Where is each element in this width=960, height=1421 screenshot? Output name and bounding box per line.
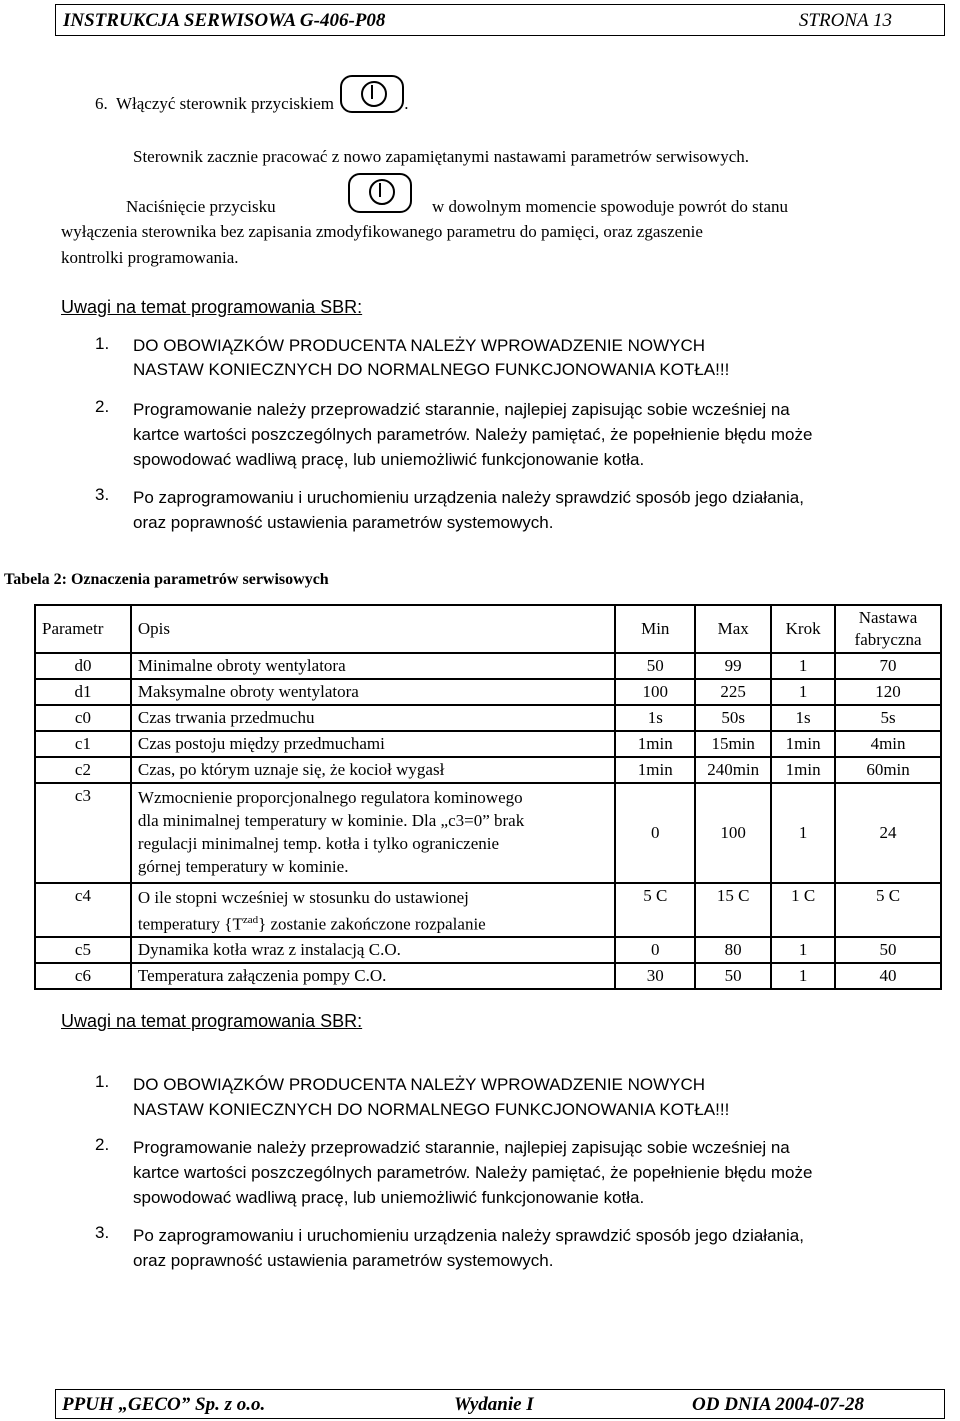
note-1-text: DO OBOWIĄZKÓW PRODUCENTA NALEŻY WPROWADZENIE NOWYCH NASTAW KONIECZNYCH DO NORMALNEGO FUNKCJONOWANIA KOTŁA!!! (133, 1075, 730, 1119)
note-3: 3. (95, 1223, 110, 1242)
note-2: 2. (95, 397, 110, 416)
note-2: 2. (95, 1135, 110, 1154)
table-row: c3 Wzmocnienie proporcjonalnego regulatora kominowego dla minimalnej temperatury w kominie. Dla „c3=0” brak regulacji minimalnej temp. kotła i tylko ograniczenie górnej temperatury w kominie. 0 100 1 24 (35, 783, 941, 883)
step-text: Włączyć sterownik przyciskiem (115, 94, 335, 113)
footer-edition: Wydanie I (454, 1394, 534, 1415)
table-row: c6 Temperatura załączenia pompy C.O. 30 50 1 40 (35, 963, 941, 989)
step-number: 6. (95, 94, 108, 113)
note-2-text: Programowanie należy przeprowadzić starannie, najlepiej zapisując sobie wcześniej na kartce wartości poszczególnych parametrów. Należy pamiętać, że popełnienie błędu może spowodować wadliwą pracę, lub uniemożliwić funkcjonowanie kotła. (133, 400, 813, 469)
table-row: c0 Czas trwania przedmuchu 1s 50s 1s 5s (35, 705, 941, 731)
table-row: d0 Minimalne obroty wentylatora 50 99 1 70 (35, 653, 941, 679)
paragraph-cancel-a: Naciśnięcie przycisku (126, 197, 276, 216)
col-header-factory: Nastawa fabryczna (835, 605, 941, 653)
table-row: d1 Maksymalne obroty wentylatora 100 225 1 120 (35, 679, 941, 705)
table-row: c5 Dynamika kotła wraz z instalacją C.O. 0 80 1 50 (35, 937, 941, 963)
note-1-text: DO OBOWIĄZKÓW PRODUCENTA NALEŻY WPROWADZENIE NOWYCH NASTAW KONIECZNYCH DO NORMALNEGO FUNKCJONOWANIA KOTŁA!!! (133, 336, 730, 379)
note-3-text: Po zaprogramowaniu i uruchomieniu urządzenia należy sprawdzić sposób jego działania, oraz poprawność ustawienia parametrów systemowych. (133, 1226, 804, 1270)
power-button-icon (340, 75, 404, 113)
note-1: 1. (95, 334, 110, 353)
col-header-param: Parametr (35, 605, 131, 653)
note-3-text: Po zaprogramowaniu i uruchomieniu urządzenia należy sprawdzić sposób jego działania, oraz poprawność ustawienia parametrów systemowych. (133, 488, 804, 532)
header-title: INSTRUKCJA SERWISOWA G-406-P08 (63, 10, 386, 31)
paragraph-cancel-d: kontrolki programowania. (61, 248, 239, 267)
paragraph-cancel-b: w dowolnym momencie spowoduje powrót do stanu (432, 197, 789, 216)
paragraph-cancel-c: wyłączenia sterownika bez zapisania zmodyfikowanego parametru do pamięci, oraz zgaszenie (61, 222, 703, 241)
col-header-max: Max (695, 605, 771, 653)
footer-company: PPUH „GECO” Sp. z o.o. (62, 1394, 266, 1415)
col-header-desc: Opis (131, 605, 615, 653)
step-6: 6. Włączyć sterownik przyciskiem . (95, 94, 409, 114)
note-1: 1. (95, 1072, 110, 1091)
section-title: Uwagi na temat programowania SBR: (61, 297, 363, 317)
header-page-number: STRONA 13 (798, 10, 892, 31)
footer-date: OD DNIA 2004-07-28 (692, 1394, 865, 1415)
col-header-min: Min (615, 605, 695, 653)
page-footer (55, 1389, 945, 1419)
table-row: c2 Czas, po którym uznaje się, że kocioł wygasł 1min 240min 1min 60min (35, 757, 941, 783)
table-header-row (35, 605, 941, 653)
note-3: 3. (95, 485, 110, 504)
table-row: c4 O ile stopni wcześniej w stosunku do ustawionej temperatury $\{T^{zad}\}$ zostanie zakończone rozpalanie 5 C 15 C 1 C 5 C (35, 883, 941, 937)
col-header-step: Krok (771, 605, 835, 653)
table-caption: Tabela 2: Oznaczenia parametrów serwisowych (4, 571, 329, 588)
paragraph-restart: Sterownik zacznie pracować z nowo zapamiętanymi nastawami parametrów serwisowych. (133, 147, 750, 166)
page-header (55, 4, 945, 36)
parameters-table (34, 604, 942, 990)
power-button-icon (348, 173, 412, 213)
table-row: c1 Czas postoju między przedmuchami 1min 15min 1min 4min (35, 731, 941, 757)
note-2-text: Programowanie należy przeprowadzić starannie, najlepiej zapisując sobie wcześniej na kartce wartości poszczególnych parametrów. Należy pamiętać, że popełnienie błędu może spowodować wadliwą pracę, lub uniemożliwić funkcjonowanie kotła. (133, 1138, 813, 1207)
section-title: Uwagi na temat programowania SBR: (61, 1011, 363, 1031)
